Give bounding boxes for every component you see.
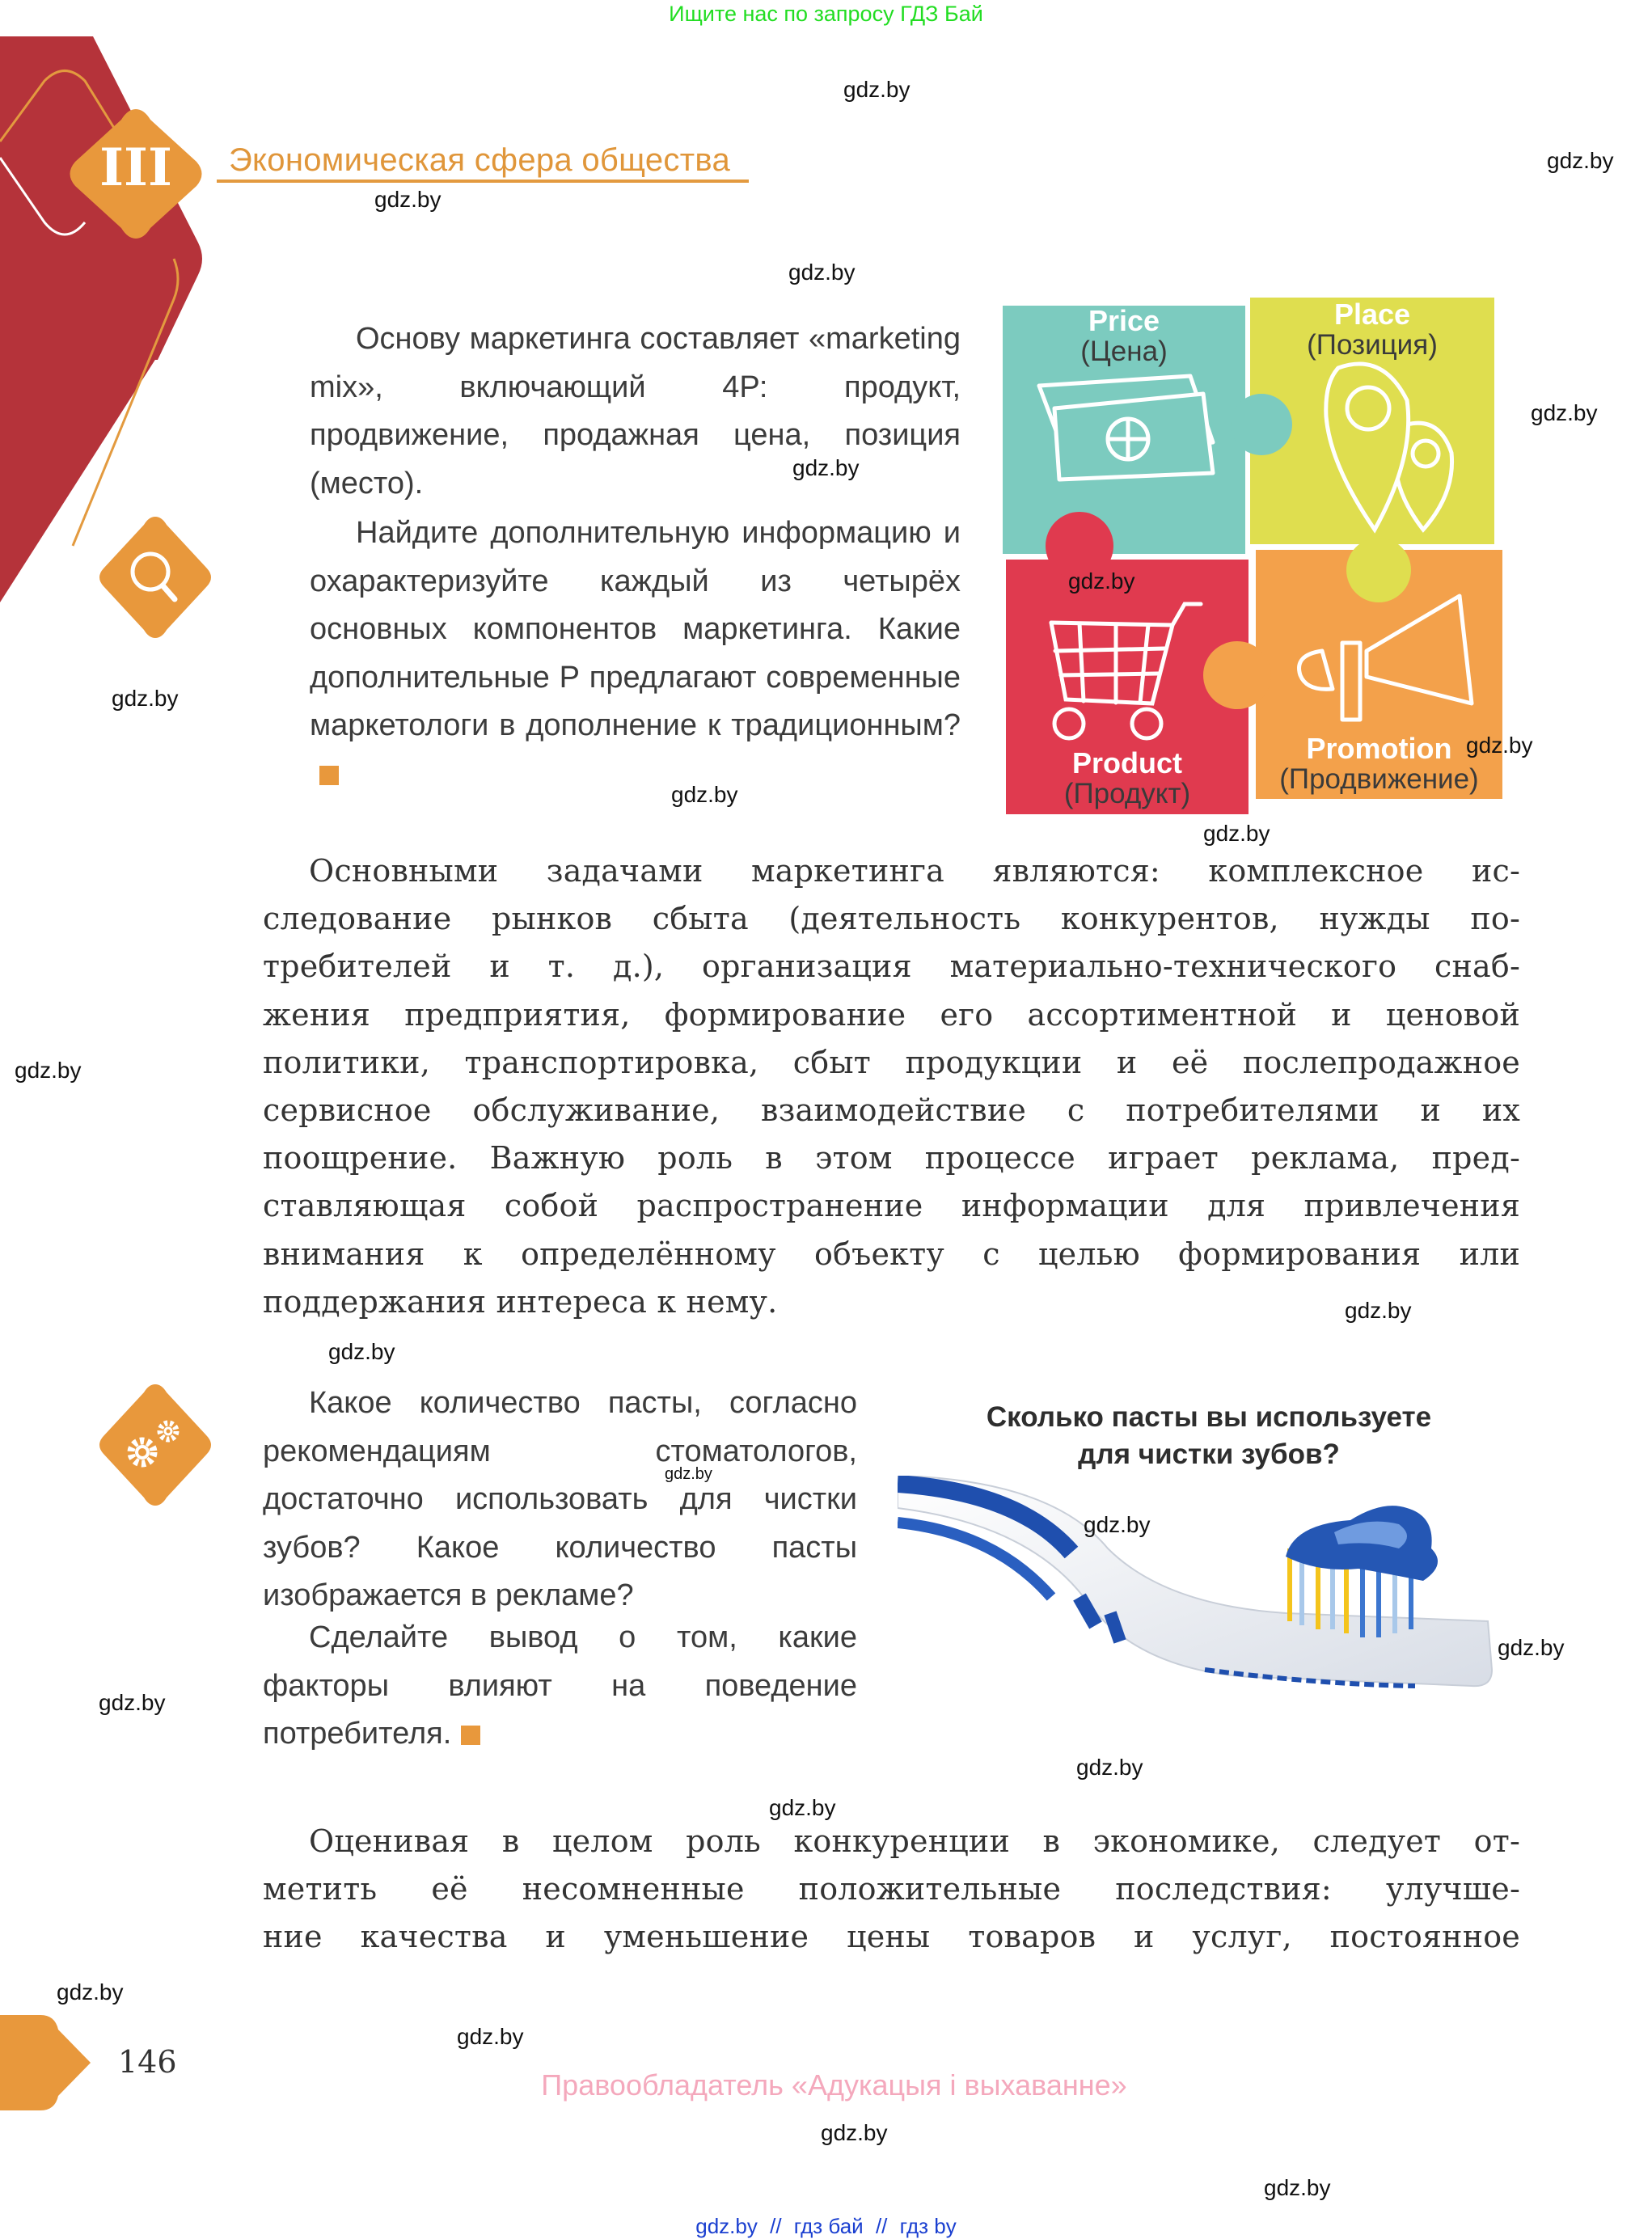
footer-link-gdz-bai[interactable]: гдз бай [793,2214,864,2238]
text-line: жения предприятия, формирование его ассортиментной и ценовой [263,996,1520,1033]
marketing-mix-paragraph: Основу маркетинга составляет «marketing mix», включающий 4Р: продукт, продвижение, продажная цена, позиция (место). [310,322,961,501]
page-number: 146 [118,2044,177,2080]
watermark: gdz.by [1264,2175,1331,2200]
chapter-numeral: III [99,137,172,198]
price-piece [1003,306,1245,367]
caption-line-2: для чистки зубов? [1078,1438,1340,1470]
text-line: метить её несомненные положительные последствия: улучше- [263,1871,1520,1907]
task-paragraph [310,509,961,798]
footer-link-gdz-by-2[interactable]: гдз by [899,2214,957,2238]
text-line: политики, транспортировка, сбыт продукции и её послепродажное [263,1044,1520,1080]
watermark: gdz.by [769,1795,836,1820]
footer-links [0,2214,1652,2239]
watermark: gdz.by [328,1339,395,1364]
place-piece [1250,299,1494,361]
gears-icon [94,1381,217,1509]
chapter-title: Экономическая сфера общества [229,142,731,178]
toothbrush-icon [898,1476,1520,1743]
text-line: ставляющая собой распространение информации для привлечения [263,1188,1520,1224]
watermark: gdz.by [1076,1755,1143,1780]
watermark: gdz.by [15,1058,82,1083]
watermark: gdz.by [374,187,442,212]
watermark: gdz.by [112,686,179,711]
text-line: сервисное обслуживание, взаимодействие с потребителями и их [263,1092,1520,1129]
text-line: следование рынков сбыта (деятельность конкурентов, нужды по- [263,901,1520,937]
watermark: gdz.by [788,260,856,285]
footer-separator: // [770,2214,782,2238]
text-line: поощрение. Важную роль в этом процессе играет реклама, пред- [263,1140,1520,1177]
text-line: требителей и т. д.), организация материально-технического снаб- [263,948,1520,985]
watermark: gdz.by [1531,400,1598,425]
practice-conclusion [263,1614,857,1759]
text-line: Основными задачами маркетинга являются: комплексное ис- [309,853,1520,889]
competition-paragraph [263,1818,1520,1962]
text-line: ние качества и уменьшение цены товаров и услуг, постоянное [263,1919,1520,1955]
watermark: gdz.by [1084,1512,1151,1537]
top-search-notice: Ищите нас по запросу ГДЗ Бай [669,2,983,26]
footer-link-gdz-by[interactable]: gdz.by [695,2214,758,2238]
product-label: Product [1071,746,1182,779]
marketing-tasks-paragraph [263,847,1520,1326]
watermark: gdz.by [1547,148,1614,173]
toothbrush-ad-image [898,1367,1520,1747]
product-piece [1006,748,1249,809]
watermark: gdz.by [57,1979,124,2005]
task-text: Найдите дополнительную информацию и охарактеризуйте каждый из четырёх основных компонентов маркетинга. Какие дополнительные Р предлагают современные маркетологи в дополнение к традиционным? [310,516,961,742]
price-ru-label: (Цена) [1080,336,1168,367]
toothbrush-caption [898,1399,1520,1473]
watermark: gdz.by [792,455,860,480]
promotion-label: Promotion [1306,732,1452,765]
watermark: gdz.by [671,782,738,807]
place-ru-label: (Позиция) [1307,329,1438,361]
copyright-notice: Правообладатель «Адукацыя і выхаванне» [541,2068,1127,2102]
place-label: Place [1333,298,1411,331]
watermark: gdz.by [457,2024,524,2049]
text-line: поддержания интереса к нему. [263,1283,778,1320]
end-mark-icon [461,1726,480,1745]
conclusion-text: Сделайте вывод о том, какие факторы влияют на поведение потребителя. [263,1620,857,1751]
search-icon [94,513,217,641]
practice-question: Какое количество пасты, согласно рекомендациям стоматологов, достаточно использовать для чистки зубов? Какое количество пасты изображается в рекламе? [263,1386,857,1612]
watermark: gdz.by [843,77,911,102]
text-line: внимания к определённому объекту с целью формирования или [263,1236,1520,1272]
caption-line-1: Сколько пасты вы используете [986,1401,1432,1433]
watermark: gdz.by [1466,733,1533,758]
price-label: Price [1088,304,1160,337]
text-line: Оценивая в целом роль конкуренции в экономике, следует от- [309,1823,1520,1859]
watermark: gdz.by [665,1465,712,1483]
product-ru-label: (Продукт) [1063,778,1191,809]
chapter-title-underline [217,180,749,183]
watermark: gdz.by [1068,568,1135,594]
watermark: gdz.by [1203,821,1270,846]
footer-separator: // [875,2214,888,2238]
watermark: gdz.by [821,2120,888,2145]
end-mark-icon [319,766,339,785]
watermark: gdz.by [1498,1635,1565,1660]
watermark: gdz.by [99,1690,166,1715]
marketing-4p-puzzle [1003,295,1524,817]
watermark: gdz.by [1345,1298,1412,1323]
promotion-ru-label: (Продвижение) [1279,763,1479,795]
